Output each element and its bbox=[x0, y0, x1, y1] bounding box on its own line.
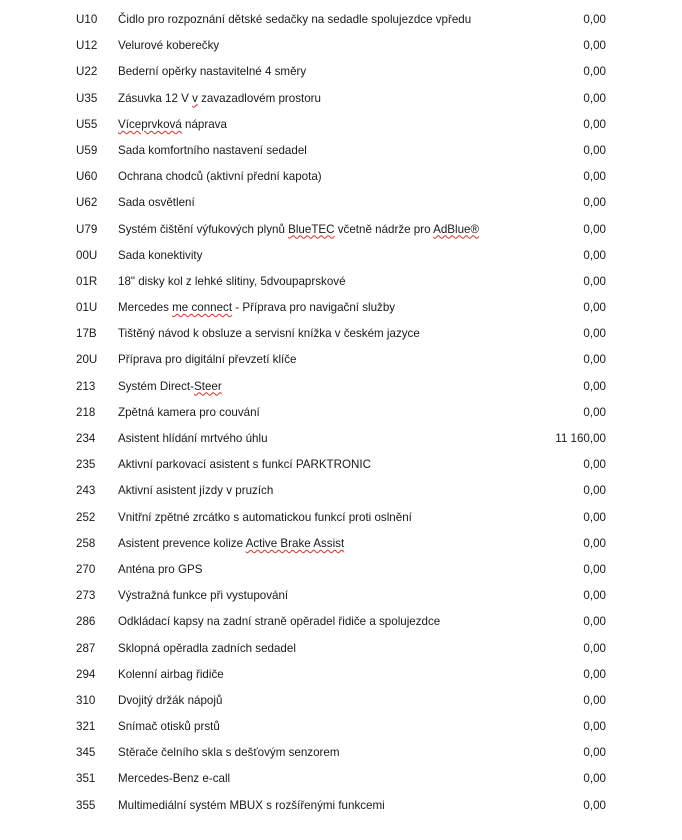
table-row bbox=[0, 662, 682, 688]
description-text: - Příprava pro navigační služby bbox=[232, 301, 396, 315]
spellcheck-flagged-word: v bbox=[192, 91, 198, 105]
option-price: 0,00 bbox=[583, 772, 606, 786]
option-description: Multimediální systém MBUX s rozšířenými funkcemi bbox=[118, 798, 385, 812]
table-row bbox=[0, 321, 682, 347]
option-code: 20U bbox=[76, 353, 98, 367]
option-price: 0,00 bbox=[583, 458, 606, 472]
table-row bbox=[0, 557, 682, 583]
option-description: Sada osvětlení bbox=[118, 196, 195, 210]
option-price: 0,00 bbox=[583, 562, 606, 576]
option-price: 0,00 bbox=[583, 720, 606, 734]
table-row bbox=[0, 740, 682, 766]
option-code: 01R bbox=[76, 274, 98, 288]
option-description bbox=[118, 86, 321, 112]
table-row bbox=[0, 217, 682, 243]
options-price-table bbox=[0, 7, 682, 819]
spellcheck-flagged-word: Víceprvková bbox=[118, 117, 182, 131]
option-code: 234 bbox=[76, 432, 96, 445]
option-description: Čidlo pro rozpoznání dětské sedačky na sedadle spolujezdce vpředu bbox=[118, 13, 472, 26]
spellcheck-flagged-word: AdBlue® bbox=[433, 222, 480, 236]
option-code: 270 bbox=[76, 562, 96, 576]
table-row bbox=[0, 374, 682, 400]
option-description: Vnitřní zpětné zrcátko s automatickou funkcí proti oslnění bbox=[118, 510, 412, 524]
option-description: Aktivní asistent jízdy v pruzích bbox=[118, 484, 274, 498]
option-code: U55 bbox=[76, 117, 98, 131]
table-row bbox=[0, 505, 682, 531]
option-code: 01U bbox=[76, 301, 98, 315]
option-price: 0,00 bbox=[583, 327, 606, 341]
option-price: 0,00 bbox=[583, 39, 606, 53]
option-price: 0,00 bbox=[583, 196, 606, 210]
option-code: 252 bbox=[76, 510, 96, 524]
table-row bbox=[0, 164, 682, 190]
option-description: 18" disky kol z lehké slitiny, 5dvoupaprskové bbox=[118, 274, 346, 288]
option-description: Tištěný návod k obsluze a servisní knížka v českém jazyce bbox=[118, 327, 420, 341]
option-price: 0,00 bbox=[583, 536, 606, 550]
option-price: 0,00 bbox=[583, 693, 606, 707]
option-description bbox=[118, 374, 222, 400]
option-code: 287 bbox=[76, 641, 96, 655]
table-row bbox=[0, 452, 682, 478]
option-price: 0,00 bbox=[583, 641, 606, 655]
option-description bbox=[118, 217, 479, 243]
description-text: Systém čištění výfukových plynů bbox=[118, 222, 289, 236]
table-row bbox=[0, 478, 682, 504]
option-price: 0,00 bbox=[583, 510, 606, 524]
option-price: 0,00 bbox=[583, 589, 606, 603]
table-row bbox=[0, 33, 682, 59]
option-code: U59 bbox=[76, 143, 98, 157]
option-description: Odkládací kapsy na zadní straně opěradel řidiče a spolujezdce bbox=[118, 615, 441, 629]
option-code: 00U bbox=[76, 248, 98, 262]
description-text: náprava bbox=[181, 117, 227, 131]
option-description: Anténa pro GPS bbox=[118, 562, 203, 576]
option-code: 321 bbox=[76, 720, 96, 734]
option-code: 355 bbox=[76, 798, 96, 812]
option-price: 0,00 bbox=[583, 353, 606, 367]
option-code: U79 bbox=[76, 222, 98, 236]
option-description: Kolenní airbag řidiče bbox=[118, 667, 224, 681]
option-code: U60 bbox=[76, 170, 98, 184]
option-code: 235 bbox=[76, 458, 96, 472]
option-code: 345 bbox=[76, 746, 96, 760]
table-row bbox=[0, 609, 682, 635]
table-row bbox=[0, 112, 682, 138]
spellcheck-flagged-word: Active Brake Assist bbox=[245, 536, 345, 550]
option-price: 0,00 bbox=[583, 667, 606, 681]
option-description: Sada komfortního nastavení sedadel bbox=[118, 143, 307, 157]
option-price: 0,00 bbox=[583, 379, 606, 393]
option-description: Sklopná opěradla zadních sedadel bbox=[118, 641, 296, 655]
spellcheck-flagged-word: BlueTEC bbox=[288, 222, 335, 236]
table-row bbox=[0, 426, 682, 452]
table-row bbox=[0, 138, 682, 164]
option-code: U62 bbox=[76, 196, 98, 210]
option-price: 0,00 bbox=[583, 274, 606, 288]
option-price: 0,00 bbox=[583, 798, 606, 812]
option-description: Zpětná kamera pro couvání bbox=[118, 405, 260, 419]
option-price: 11 160,00 bbox=[555, 432, 606, 445]
option-description: Ochrana chodců (aktivní přední kapota) bbox=[118, 170, 322, 184]
table-row bbox=[0, 86, 682, 112]
option-description: Aktivní parkovací asistent s funkcí PARKTRONIC bbox=[118, 458, 371, 472]
option-price: 0,00 bbox=[583, 615, 606, 629]
option-description bbox=[118, 112, 227, 138]
table-row bbox=[0, 531, 682, 557]
option-description bbox=[118, 295, 395, 321]
option-code: 218 bbox=[76, 405, 96, 419]
option-code: 273 bbox=[76, 589, 96, 603]
description-text: včetně nádrže pro bbox=[334, 222, 434, 236]
option-price: 0,00 bbox=[583, 405, 606, 419]
table-row bbox=[0, 636, 682, 662]
option-code: 17B bbox=[76, 327, 97, 341]
option-price: 0,00 bbox=[583, 91, 606, 105]
option-description: Stěrače čelního skla s dešťovým senzorem bbox=[118, 746, 340, 760]
option-code: U22 bbox=[76, 65, 98, 79]
description-text: Zásuvka 12 V bbox=[118, 91, 193, 105]
option-description: Příprava pro digitální převzetí klíče bbox=[118, 353, 297, 367]
option-description: Bederní opěrky nastavitelné 4 směry bbox=[118, 65, 307, 79]
table-row bbox=[0, 190, 682, 216]
table-row bbox=[0, 59, 682, 85]
option-description: Sada konektivity bbox=[118, 248, 203, 262]
description-text: Asistent prevence kolize bbox=[118, 536, 246, 550]
table-row bbox=[0, 793, 682, 819]
option-code: 243 bbox=[76, 484, 96, 498]
option-code: 286 bbox=[76, 615, 96, 629]
table-row bbox=[0, 269, 682, 295]
option-description: Velurové koberečky bbox=[118, 39, 220, 53]
spellcheck-flagged-word: me connect bbox=[172, 301, 233, 315]
option-price: 0,00 bbox=[583, 746, 606, 760]
option-code: U35 bbox=[76, 91, 98, 105]
table-row bbox=[0, 243, 682, 269]
table-row bbox=[0, 400, 682, 426]
table-row bbox=[0, 688, 682, 714]
option-code: 213 bbox=[76, 379, 96, 393]
option-code: U12 bbox=[76, 39, 98, 53]
description-text: zavazadlovém prostoru bbox=[197, 91, 321, 105]
option-code: 258 bbox=[76, 536, 96, 550]
option-description: Asistent hlídání mrtvého úhlu bbox=[118, 432, 268, 445]
option-description bbox=[118, 531, 344, 557]
spellcheck-flagged-word: Steer bbox=[194, 379, 222, 393]
option-price: 0,00 bbox=[583, 222, 606, 236]
table-row bbox=[0, 295, 682, 321]
option-price: 0,00 bbox=[583, 143, 606, 157]
table-row bbox=[0, 7, 682, 33]
option-description: Snímač otisků prstů bbox=[118, 720, 220, 734]
option-price: 0,00 bbox=[583, 65, 606, 79]
description-text: Systém Direct- bbox=[118, 379, 195, 393]
option-price: 0,00 bbox=[583, 301, 606, 315]
table-row bbox=[0, 583, 682, 609]
table-row bbox=[0, 347, 682, 373]
option-price: 0,00 bbox=[583, 117, 606, 131]
option-code: 310 bbox=[76, 693, 96, 707]
option-price: 0,00 bbox=[583, 484, 606, 498]
option-price: 0,00 bbox=[583, 13, 606, 26]
option-code: 294 bbox=[76, 667, 96, 681]
option-price: 0,00 bbox=[583, 170, 606, 184]
option-code: U10 bbox=[76, 13, 98, 26]
table-row bbox=[0, 714, 682, 740]
option-code: 351 bbox=[76, 772, 96, 786]
description-text: Mercedes bbox=[118, 301, 173, 315]
option-price: 0,00 bbox=[583, 248, 606, 262]
table-row bbox=[0, 766, 682, 792]
option-description: Dvojitý držák nápojů bbox=[118, 693, 223, 707]
option-description: Výstražná funkce při vystupování bbox=[118, 589, 289, 603]
option-description: Mercedes-Benz e-call bbox=[118, 772, 231, 786]
